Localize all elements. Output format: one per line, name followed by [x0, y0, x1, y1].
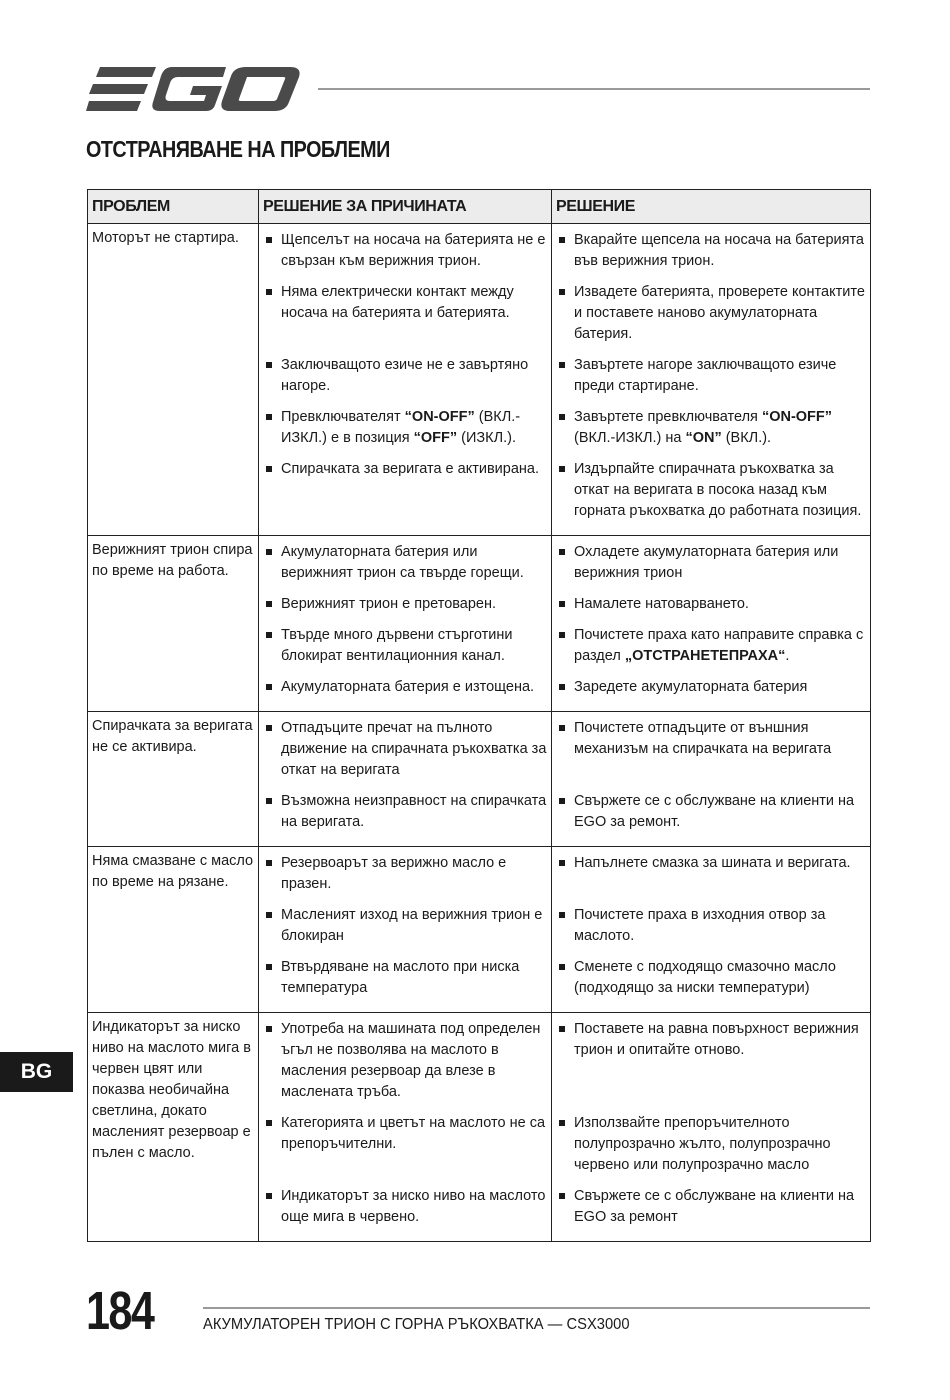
solution-cell: [552, 536, 871, 712]
cause-item: Втвърдяване на маслото при ниска температура: [264, 957, 548, 999]
solution-item: Поставете на равна повърхност верижния трион и опитайте отново.: [557, 1019, 867, 1103]
solution-item: Охладете акумулаторната батерия или верижния трион: [557, 542, 867, 584]
cause-item: Заключващото езиче не е завъртяно нагоре.: [264, 355, 548, 397]
table-row: [88, 224, 871, 536]
solution-item: Намалете натоварването.: [557, 594, 867, 615]
cause-item: Акумулаторната батерия или верижният трион са твърде горещи.: [264, 542, 548, 584]
problem-cell: Верижният трион спира по време на работа.: [88, 536, 259, 712]
problem-cell: Спирачката за веригата не се активира.: [88, 712, 259, 847]
cause-item: Индикаторът за ниско ниво на маслото още мига в червено.: [264, 1186, 548, 1228]
cause-item: Акумулаторната батерия е изтощена.: [264, 677, 548, 698]
solution-item: Свържете се с обслужване на клиенти на EGO за ремонт: [557, 1186, 867, 1228]
cause-item: Няма електрически контакт между носача на батерията и батерията.: [264, 282, 548, 345]
cause-item: Възможна неизправност на спирачката на веригата.: [264, 791, 548, 833]
problem-cell: Индикаторът за ниско ниво на маслото мига в червен цвят или показва необичайна светлина, докато масленият резервоар е пълен с масло.: [88, 1013, 259, 1242]
solution-item: Сменете с подходящо смазочно масло (подходящо за ниски температури): [557, 957, 867, 999]
solution-item: Почистете праха в изходния отвор за маслото.: [557, 905, 867, 947]
solution-item: Заредете акумулаторната батерия: [557, 677, 867, 698]
table-row: [88, 712, 871, 847]
page-number: 184: [86, 1281, 154, 1341]
ego-logo: [86, 64, 300, 114]
solution-cell: [552, 224, 871, 536]
cause-item: Употреба на машината под определен ъгъл не позволява на маслото в масления резервоар да влезе в маслената тръба.: [264, 1019, 548, 1103]
cause-cell: [259, 224, 552, 536]
cause-cell: [259, 847, 552, 1013]
cause-item: Твърде много дървени стърготини блокират вентилационния канал.: [264, 625, 548, 667]
solution-item: Издърпайте спирачната ръкохватка за откат на веригата в посока назад към горната ръкохватка до работната позиция.: [557, 459, 867, 522]
solution-item: Напълнете смазка за шината и веригата.: [557, 853, 867, 895]
solution-cell: [552, 1013, 871, 1242]
cause-item: Превключвателят “ON-OFF” (ВКЛ.-ИЗКЛ.) е в позиция “OFF” (ИЗКЛ.).: [264, 407, 548, 449]
page-title: ОТСТРАНЯВАНЕ НА ПРОБЛЕМИ: [86, 136, 390, 162]
table-body: [88, 224, 871, 1242]
solution-item: Почистете праха като направите справка с раздел „ОТСТРАНЕТЕПРАХА“.: [557, 625, 867, 667]
solution-cell: [552, 712, 871, 847]
cause-item: Масленият изход на верижния трион е блокиран: [264, 905, 548, 947]
footer-rule: [203, 1307, 870, 1309]
cause-item: Верижният трион е претоварен.: [264, 594, 548, 615]
solution-item: Свържете се с обслужване на клиенти на EGO за ремонт.: [557, 791, 867, 833]
cause-item: Щепселът на носача на батерията не е свързан към верижния трион.: [264, 230, 548, 272]
solution-item: Завъртете превключвателя “ON-OFF” (ВКЛ.-ИЗКЛ.) на “ON” (ВКЛ.).: [557, 407, 867, 449]
table-row: [88, 847, 871, 1013]
header-cause: РЕШЕНИЕ ЗА ПРИЧИНАТА: [259, 190, 552, 224]
problem-cell: Моторът не стартира.: [88, 224, 259, 536]
solution-item: Вкарайте щепсела на носача на батерията във верижния трион.: [557, 230, 867, 272]
solution-item: Завъртете нагоре заключващото езиче преди стартиране.: [557, 355, 867, 397]
solution-item: Използвайте препоръчителното полупрозрачно жълто, полупрозрачно червено или полупрозрачно масло: [557, 1113, 867, 1176]
table-header-row: [88, 190, 871, 224]
solution-cell: [552, 847, 871, 1013]
cause-cell: [259, 712, 552, 847]
header-rule: [318, 88, 870, 90]
cause-item: Отпадъците пречат на пълното движение на спирачната ръкохватка за откат на веригата: [264, 718, 548, 781]
table-row: [88, 1013, 871, 1242]
header-problem: ПРОБЛЕМ: [88, 190, 259, 224]
table-row: [88, 536, 871, 712]
cause-cell: [259, 1013, 552, 1242]
problem-cell: Няма смазване с масло по време на рязане.: [88, 847, 259, 1013]
cause-item: Резервоарът за верижно масло е празен.: [264, 853, 548, 895]
cause-item: Категорията и цветът на маслото не са препоръчителни.: [264, 1113, 548, 1176]
footer-title: АКУМУЛАТОРЕН ТРИОН С ГОРНА РЪКОХВАТКА — CSX3000: [203, 1316, 630, 1333]
cause-item: Спирачката за веригата е активирана.: [264, 459, 548, 522]
cause-cell: [259, 536, 552, 712]
solution-item: Извадете батерията, проверете контактите и поставете наново акумулаторната батерия.: [557, 282, 867, 345]
language-tab: BG: [0, 1052, 73, 1092]
solution-item: Почистете отпадъците от външния механизъм на спирачката на веригата: [557, 718, 867, 781]
header-solution: РЕШЕНИЕ: [552, 190, 871, 224]
troubleshooting-table: [87, 189, 871, 1242]
